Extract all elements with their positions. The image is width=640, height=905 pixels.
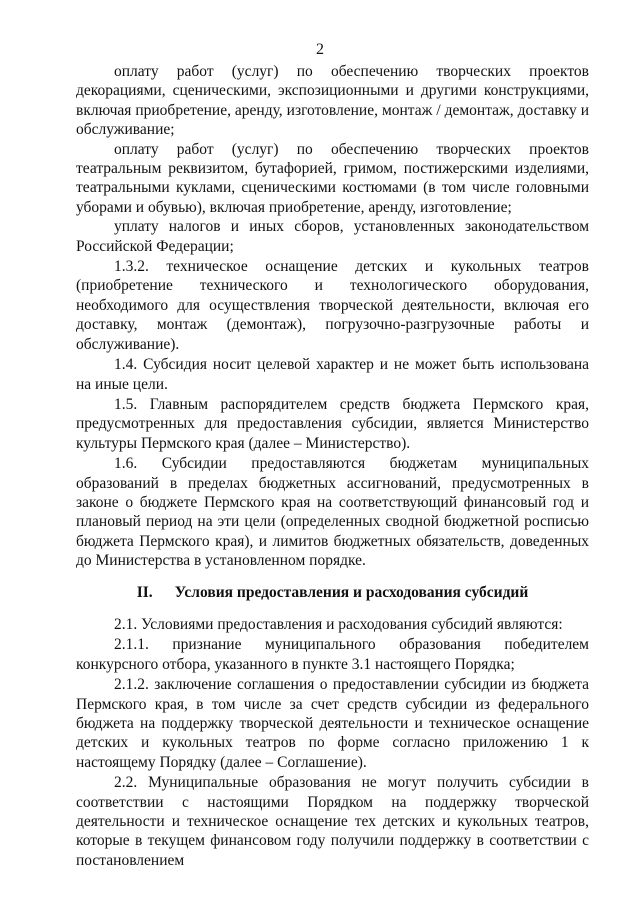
section-heading (76, 583, 589, 602)
document-body (76, 62, 589, 870)
paragraph: 2.1. Условиями предоставления и расходования субсидий являются: (114, 615, 563, 633)
paragraph: 2.1.2. заключение соглашения о предоставлении субсидии из бюджета Пермского края, в том числе за счет средств субсидии из федерального бюджета на поддержку творческой деятельности и техническое оснащение детских и кукольных театров по форме согласно приложению 1 к настоящему Порядку (далее – Соглашение). (76, 676, 589, 771)
section-number: II. (136, 583, 153, 601)
paragraph: 1.5. Главным распорядителем средств бюджета Пермского края, предусмотренных для предоставления субсидии, является Министерство культуры Пермского края (далее – Министерство). (76, 395, 589, 452)
paragraph: 1.3.2. техническое оснащение детских и кукольных театров (приобретение технического и технологического оборудования, необходимого для осуществления творческой деятельности, включая его доставку, монтаж (демонтаж), погрузочно-разгрузочные работы и обслуживание). (76, 258, 589, 353)
paragraph: оплату работ (услуг) по обеспечению творческих проектов декорациями, сценическими, экспозиционными и другими конструкциями, включая приобретение, аренду, изготовление, монтаж / демонтаж, доставку и обслуживание; (76, 63, 589, 139)
paragraph: уплату налогов и иных сборов, установленных законодательством Российской Федерации; (76, 218, 589, 255)
paragraph: оплату работ (услуг) по обеспечению творческих проектов театральным реквизитом, бутафорией, гримом, постижерскими изделиями, театральными куклами, сценическими костюмами (в том числе головными уборами и обувью), включая приобретение, аренду, изготовление; (76, 140, 589, 216)
paragraph: 1.4. Субсидия носит целевой характер и не может быть использована на иные цели. (76, 356, 589, 393)
paragraph: 2.1.1. признание муниципального образования победителем конкурсного отбора, указанного в пункте 3.1 настоящего Порядка; (76, 636, 589, 673)
page-number: 2 (316, 41, 324, 58)
paragraph: 1.6. Субсидии предоставляются бюджетам муниципальных образований в пределах бюджетных ассигнований, предусмотренных в законе о бюджете Пермского края на соответствующий финансовый год и плановый период на эти цели (определенных сводной бюджетной росписью бюджета Пермского края), и лимитов бюджетных обязательств, доведенных до Министерства в установленном порядке. (76, 455, 589, 570)
paragraph: 2.2. Муниципальные образования не могут получить субсидии в соответствии с настоящими Порядком на поддержку творческой деятельности и техническое оснащение тех детских и кукольных театров, которые в текущем финансовом году получили поддержку в соответствии с постановлением (76, 774, 589, 869)
section-title: Условия предоставления и расходования субсидий (174, 583, 529, 601)
